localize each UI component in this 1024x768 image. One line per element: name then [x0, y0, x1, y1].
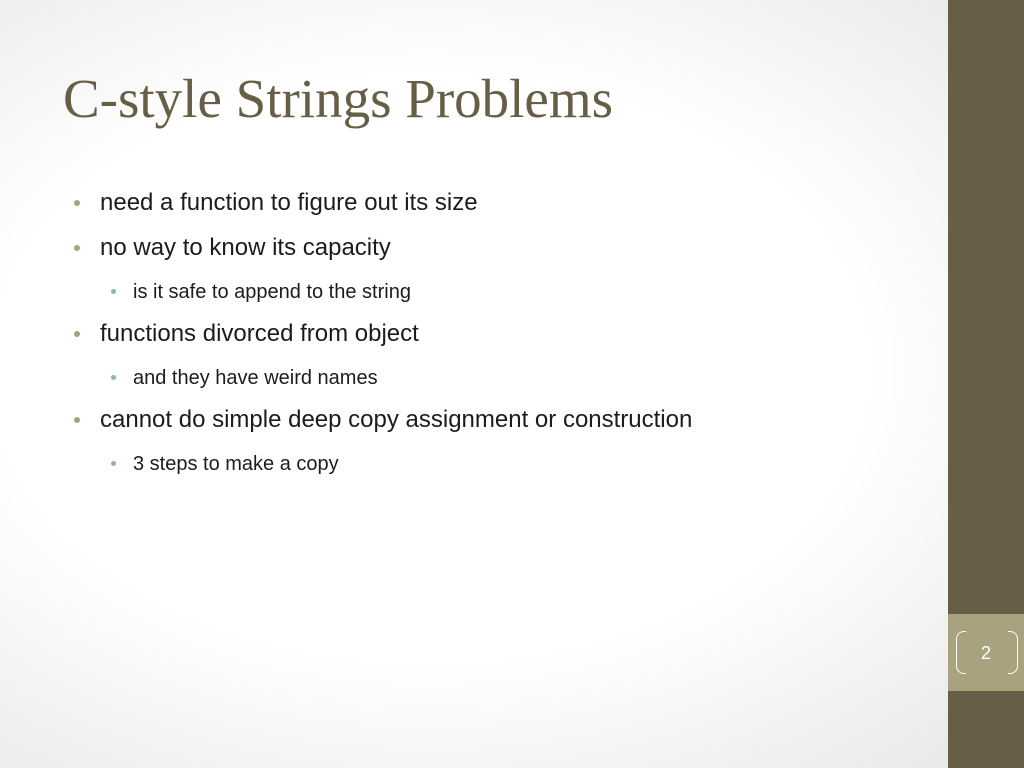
- slide-title: C-style Strings Problems: [63, 68, 614, 129]
- bullet-text: functions divorced from object: [100, 320, 419, 347]
- bullet-text: need a function to figure out its size: [100, 189, 478, 216]
- bullet-icon: [74, 245, 80, 251]
- sub-bullet-icon: [111, 461, 116, 466]
- bullet-item: [100, 234, 391, 262]
- bullet-item: [100, 320, 419, 348]
- bullet-icon: [74, 331, 80, 337]
- bullet-text: no way to know its capacity: [100, 234, 391, 261]
- page-number: 2: [980, 643, 991, 663]
- bullet-text: cannot do simple deep copy assignment or construction: [100, 406, 693, 433]
- sub-bullet-text: and they have weird names: [133, 367, 378, 389]
- bullet-icon: [74, 200, 80, 206]
- sub-bullet-icon: [111, 289, 116, 294]
- sub-bullet-text: 3 steps to make a copy: [133, 453, 339, 475]
- sub-bullet-text: is it safe to append to the string: [133, 281, 411, 303]
- sub-bullet-icon: [111, 375, 116, 380]
- page-number-box: [948, 614, 1024, 691]
- sub-bullet-item: [133, 280, 411, 304]
- sub-bullet-item: [133, 452, 339, 476]
- bullet-icon: [74, 417, 80, 423]
- bullet-item: [100, 406, 692, 434]
- sub-bullet-item: [133, 366, 378, 390]
- bullet-item: [100, 189, 478, 217]
